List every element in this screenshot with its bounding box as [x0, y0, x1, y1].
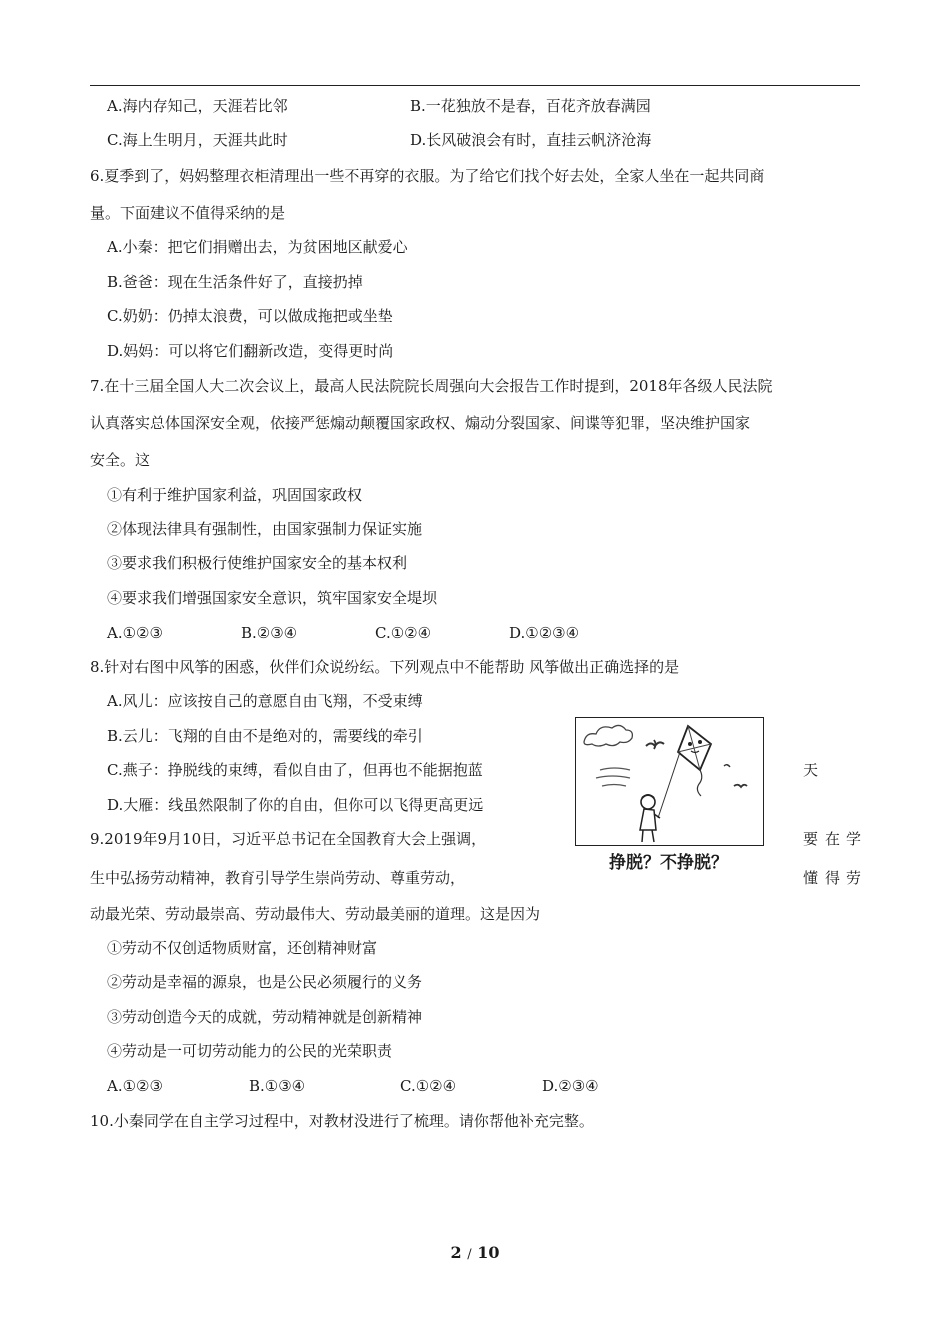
q9-line1-tail-1: 要: [803, 830, 819, 848]
q9-line1-tail-3: 学: [846, 830, 862, 848]
q9-line2-tail-1: 懂: [803, 869, 819, 887]
q7-item-4: ④要求我们增强国家安全意识，筑牢国家安全堤坝: [107, 589, 438, 607]
q5-option-d: D.长风破浪会有时，直挂云帆济沧海: [410, 131, 652, 149]
q6-stem-line1: 6.夏季到了，妈妈整理衣柜清理出一些不再穿的衣服。为了给它们找个好去处，全家人坐在一起共同商: [90, 167, 765, 185]
page-current: 2: [450, 1243, 462, 1262]
q6-option-b: B.爸爸：现在生活条件好了，直接扔掉: [107, 273, 363, 291]
q9-option-d: D.②③④: [542, 1077, 599, 1095]
kite-figure: [575, 717, 764, 846]
q9-line1-tail-2: 在: [825, 830, 841, 848]
figure-caption: 挣脱？不挣脱？: [609, 853, 728, 873]
q9-item-3: ③劳动创造今天的成就，劳动精神就是创新精神: [107, 1008, 423, 1026]
q7-stem-line3: 安全。这: [90, 451, 151, 469]
q7-item-2: ②体现法律具有强制性，由国家强制力保证实施: [107, 520, 423, 538]
q7-item-1: ①有利于维护国家利益，巩固国家政权: [107, 486, 363, 504]
page-total: 10: [477, 1243, 500, 1262]
q9-item-2: ②劳动是幸福的源泉，也是公民必须履行的义务: [107, 973, 423, 991]
q7-stem-line2: 认真落实总体国深安全观，依接严惩煽动颠覆国家政权、煽动分裂国家、间谍等犯罪，坚决维护国家: [90, 414, 751, 432]
q9-item-1: ①劳动不仅创适物质财富，还创精神财富: [107, 939, 378, 957]
page-number: [0, 1243, 950, 1262]
q7-option-a: A.①②③: [107, 624, 163, 642]
q6-option-c: C.奶奶：仍掉太浪费，可以做成拖把或坐垫: [107, 307, 393, 325]
q6-stem-line2: 量。下面建议不值得采纳的是: [90, 204, 286, 222]
page-separator: /: [467, 1247, 472, 1262]
q6-option-a: A.小秦：把它们捐赠出去，为贫困地区献爱心: [107, 238, 408, 256]
q7-stem-line1: 7.在十三届全国人大二次会议上，最高人民法院院长周强向大会报告工作时提到，2018年各级人民法院: [90, 377, 773, 395]
cloud-icon: [584, 725, 632, 746]
q8-option-c: C.燕子：挣脱线的束缚，看似自由了，但再也不能据抱蓝: [107, 761, 483, 779]
q7-option-b: B.②③④: [241, 624, 298, 642]
q10-stem: 10.小秦同学在自主学习过程中，对教材没进行了梳理。请你帮他补充完整。: [90, 1112, 594, 1130]
q9-item-4: ④劳动是一可切劳动能力的公民的光荣职责: [107, 1042, 393, 1060]
q8-option-a: A.风儿：应该按自己的意愿自由飞翔，不受束缚: [107, 692, 423, 710]
q8-stem: 8.针对右图中风筝的困惑，伙伴们众说纷纭。下列观点中不能帮助 风筝做出正确选择的是: [90, 658, 680, 676]
q8-option-b: B.云儿：飞翔的自由不是绝对的，需要线的牵引: [107, 727, 423, 745]
q9-stem-line3: 动最光荣、劳动最崇高、劳动最伟大、劳动最美丽的道理。这是因为: [90, 905, 541, 923]
q5-option-b: B.一花独放不是春，百花齐放春满园: [410, 97, 651, 115]
q8-option-d: D.大雁：线虽然限制了你的自由，但你可以飞得更高更远: [107, 796, 484, 814]
q9-option-b: B.①③④: [249, 1077, 306, 1095]
q9-line2-tail-2: 得: [825, 869, 841, 887]
q9-stem-line1: 9.2019年9月10日，习近平总书记在全国教育大会上强调，: [90, 830, 487, 848]
q8-option-c-tail: 天: [803, 761, 819, 779]
q9-stem-line2: 生中弘扬劳动精神，教育引导学生崇尚劳动、尊重劳动，: [90, 869, 466, 887]
q7-option-c: C.①②④: [375, 624, 432, 642]
q5-option-c: C.海上生明月，天涯共此时: [107, 131, 288, 149]
q9-option-a: A.①②③: [107, 1077, 163, 1095]
header-rule: [90, 85, 860, 86]
q7-option-d: D.①②③④: [509, 624, 580, 642]
bird-icon-2: [734, 785, 747, 787]
kite-illustration: [576, 718, 763, 845]
q6-option-d: D.妈妈：可以将它们翻新改造，变得更时尚: [107, 342, 394, 360]
q9-option-c: C.①②④: [400, 1077, 457, 1095]
q7-item-3: ③要求我们积极行使维护国家安全的基本权利: [107, 554, 408, 572]
q9-line2-tail-3: 劳: [846, 869, 862, 887]
q5-option-a: A.海内存知己，天涯若比邻: [107, 97, 288, 115]
